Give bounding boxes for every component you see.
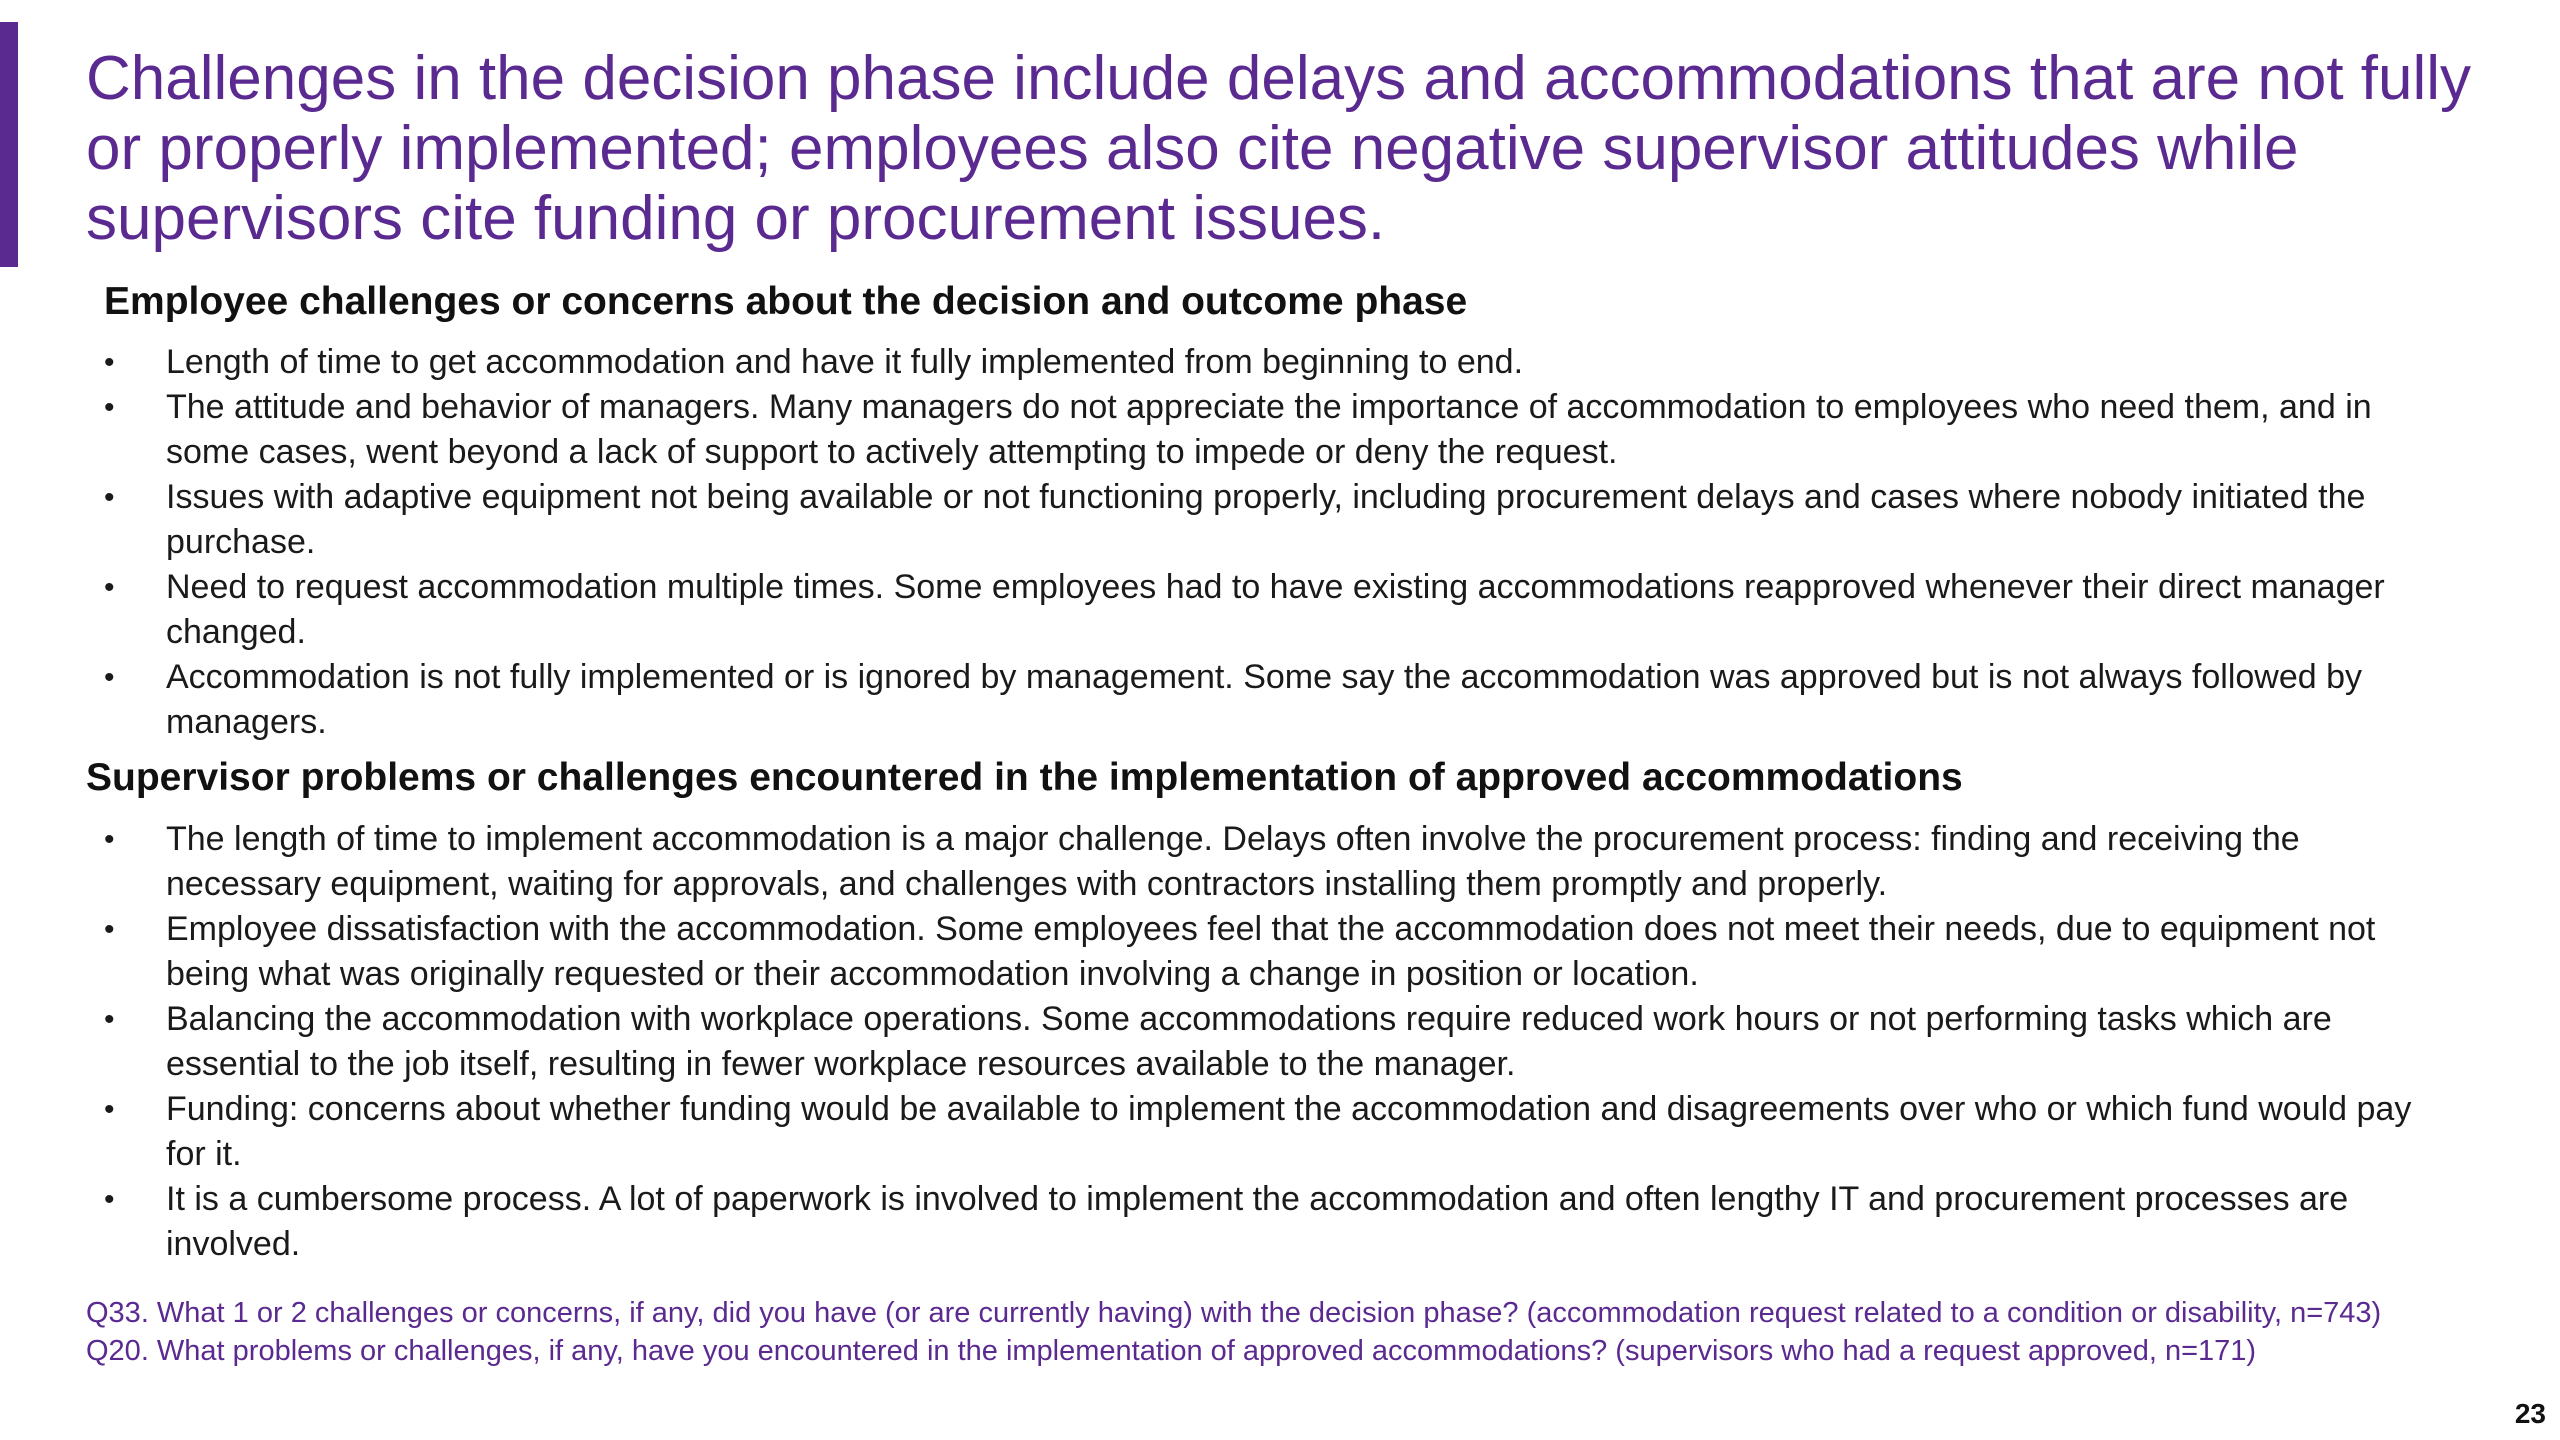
supervisor-section-heading: Supervisor problems or challenges encountered in the implementation of approved accommodations [86, 756, 1963, 799]
list-item: • The attitude and behavior of managers. Many managers do not appreciate the importance of accommodation to employees who need them, and in some cases, went beyond a lack of support to actively attempting to impede or deny the request. [104, 385, 2424, 475]
list-item: • Balancing the accommodation with workplace operations. Some accommodations require reduced work hours or not performing tasks which are essential to the job itself, resulting in fewer workplace resources available to the manager. [104, 997, 2424, 1087]
employee-section-heading: Employee challenges or concerns about the decision and outcome phase [104, 280, 1468, 323]
list-item: • It is a cumbersome process. A lot of paperwork is involved to implement the accommodation and often lengthy IT and procurement processes are involved. [104, 1177, 2424, 1267]
list-item: • The length of time to implement accommodation is a major challenge. Delays often involve the procurement process: finding and receiving the necessary equipment, waiting for approvals, and challenges with contractors installing them promptly and properly. [104, 817, 2424, 907]
survey-footnotes [86, 1294, 2486, 1370]
page-number: 23 [2514, 1398, 2546, 1429]
list-item: • Employee dissatisfaction with the accommodation. Some employees feel that the accommodation does not meet their needs, due to equipment not being what was originally requested or their accommodation involving a change in position or location. [104, 907, 2424, 997]
list-item: • Funding: concerns about whether funding would be available to implement the accommodation and disagreements over who or which fund would pay for it. [104, 1087, 2424, 1177]
supervisor-challenges-list [104, 817, 2424, 1267]
list-item: • Length of time to get accommodation and have it fully implemented from beginning to end. [104, 340, 2424, 385]
list-item: • Issues with adaptive equipment not being available or not functioning properly, including procurement delays and cases where nobody initiated the purchase. [104, 475, 2424, 565]
list-item: • Need to request accommodation multiple times. Some employees had to have existing accommodations reapproved whenever their direct manager changed. [104, 565, 2424, 655]
employee-challenges-list [104, 340, 2424, 745]
slide-title: Challenges in the decision phase include delays and accommodations that are not fully or properly implemented; employees also cite negative supervisor attitudes while supervisors cite funding or procurement issues. [86, 44, 2472, 253]
list-item: • Accommodation is not fully implemented or is ignored by management. Some say the accommodation was approved but is not always followed by managers. [104, 655, 2424, 745]
title-accent-bar [0, 22, 18, 267]
footnote-q20: Q20. What problems or challenges, if any, have you encountered in the implementation of approved accommodations? (supervisors who had a request approved, n=171) [86, 1335, 2257, 1367]
footnote-q33: Q33. What 1 or 2 challenges or concerns, if any, did you have (or are currently having) with the decision phase? (accommodation request related to a condition or disability, n=743) [86, 1297, 2382, 1329]
